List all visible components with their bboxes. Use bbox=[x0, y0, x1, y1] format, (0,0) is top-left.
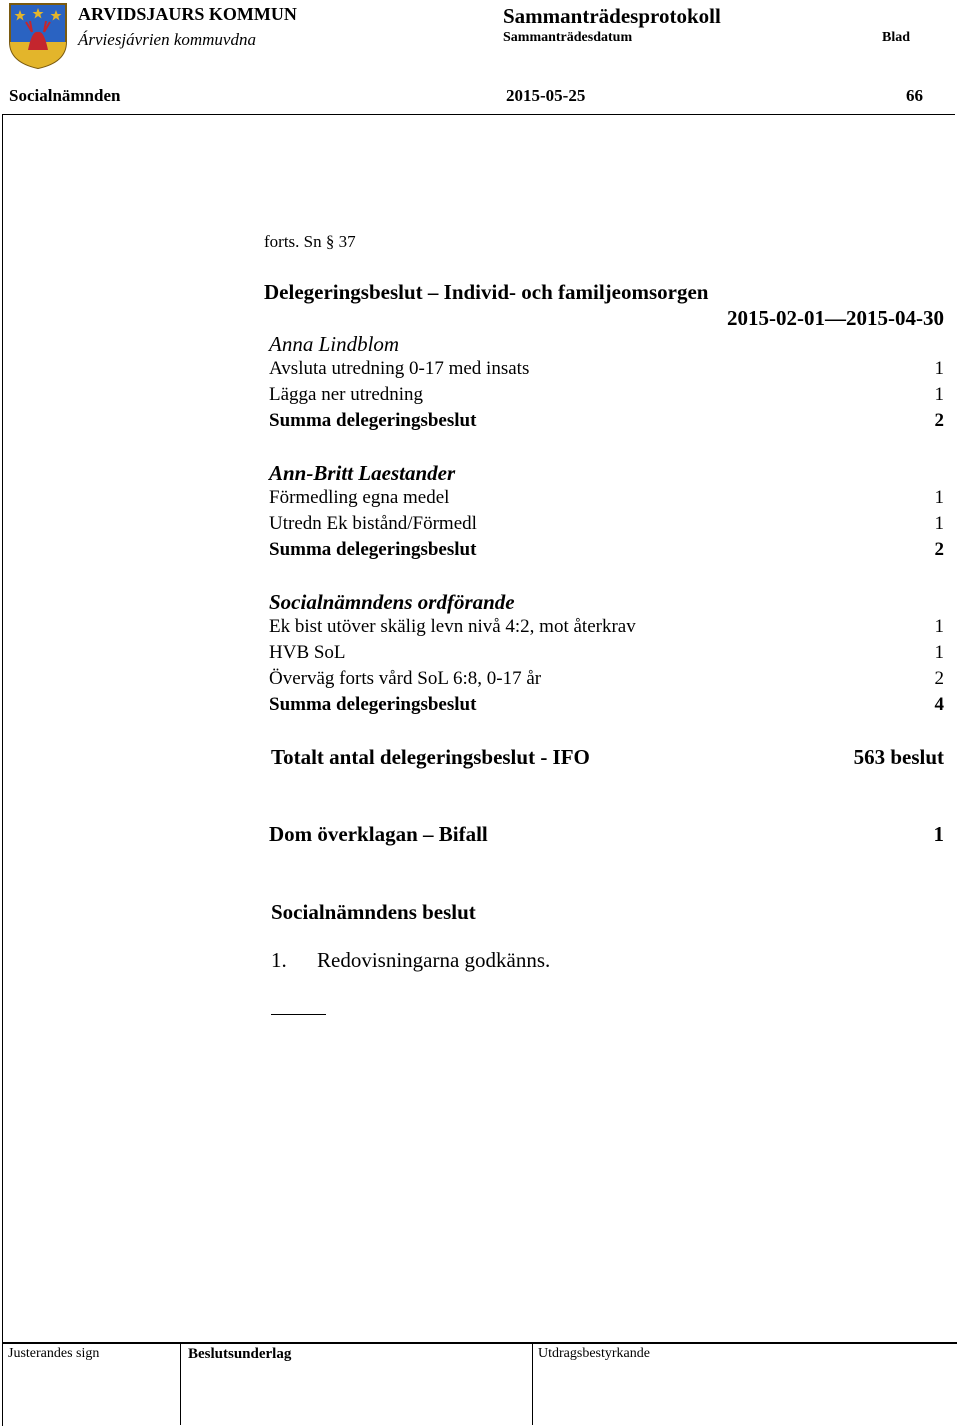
continuation-label: forts. Sn § 37 bbox=[264, 232, 356, 251]
total-label: Totalt antal delegeringsbeslut - IFO bbox=[271, 745, 590, 769]
court-label: Dom överklagan – Bifall bbox=[269, 822, 488, 846]
court-value: 1 bbox=[933, 822, 944, 846]
item-label: Ek bist utöver skälig levn nivå 4:2, mot återkrav bbox=[269, 616, 636, 637]
footer-justerandes: Justerandes sign bbox=[8, 1346, 100, 1361]
section-name: Ann-Britt Laestander bbox=[269, 461, 456, 485]
item-count: 1 bbox=[934, 358, 944, 379]
footer-rule bbox=[2, 1342, 957, 1344]
page-title: Delegeringsbeslut – Individ- och familjeomsorgen bbox=[264, 280, 709, 304]
item-label: Lägga ner utredning bbox=[269, 384, 424, 405]
decision-text: Redovisningarna godkänns. bbox=[317, 948, 551, 972]
sum-label: Summa delegeringsbeslut bbox=[269, 410, 477, 431]
item-label: Avsluta utredning 0-17 med insats bbox=[269, 358, 530, 379]
period: 2015-02-01—2015-04-30 bbox=[727, 306, 944, 330]
document-type: Sammanträdesprotokoll bbox=[503, 4, 721, 28]
sum-value: 2 bbox=[934, 539, 944, 560]
item-count: 1 bbox=[934, 487, 944, 508]
item-count: 1 bbox=[934, 642, 944, 663]
page-number: 66 bbox=[906, 86, 923, 105]
footer-beslutsunderlag: Beslutsunderlag bbox=[188, 1346, 292, 1362]
decision-number: 1. bbox=[271, 948, 287, 972]
section-name: Anna Lindblom bbox=[269, 332, 400, 356]
committee-name: Socialnämnden bbox=[9, 86, 121, 105]
item-label: Överväg forts vård SoL 6:8, 0-17 år bbox=[269, 668, 542, 689]
item-count: 1 bbox=[934, 616, 944, 637]
municipality-crest-icon bbox=[8, 2, 68, 70]
item-label: HVB SoL bbox=[269, 642, 346, 663]
sum-value: 2 bbox=[934, 410, 944, 431]
decision-heading: Socialnämndens beslut bbox=[271, 900, 476, 924]
item-label: Förmedling egna medel bbox=[269, 487, 450, 508]
item-count: 1 bbox=[934, 384, 944, 405]
date-label: Sammanträdesdatum bbox=[503, 30, 633, 45]
sum-label: Summa delegeringsbeslut bbox=[269, 694, 477, 715]
footer-divider bbox=[532, 1343, 533, 1425]
org-subtitle: Árviesjávrien kommuvdna bbox=[78, 30, 256, 49]
sum-label: Summa delegeringsbeslut bbox=[269, 539, 477, 560]
total-value: 563 beslut bbox=[853, 745, 944, 769]
item-count: 2 bbox=[934, 668, 944, 689]
org-name: ARVIDSJAURS KOMMUN bbox=[78, 4, 297, 24]
item-label: Utredn Ek bistånd/Förmedl bbox=[269, 513, 477, 534]
footer-utdrag: Utdragsbestyrkande bbox=[538, 1346, 650, 1361]
meeting-date: 2015-05-25 bbox=[506, 86, 586, 105]
item-count: 1 bbox=[934, 513, 944, 534]
section-name: Socialnämndens ordförande bbox=[269, 590, 515, 614]
sum-value: 4 bbox=[934, 694, 944, 715]
page-label: Blad bbox=[882, 30, 911, 45]
footer-divider bbox=[180, 1343, 181, 1425]
end-rule bbox=[271, 1014, 326, 1015]
